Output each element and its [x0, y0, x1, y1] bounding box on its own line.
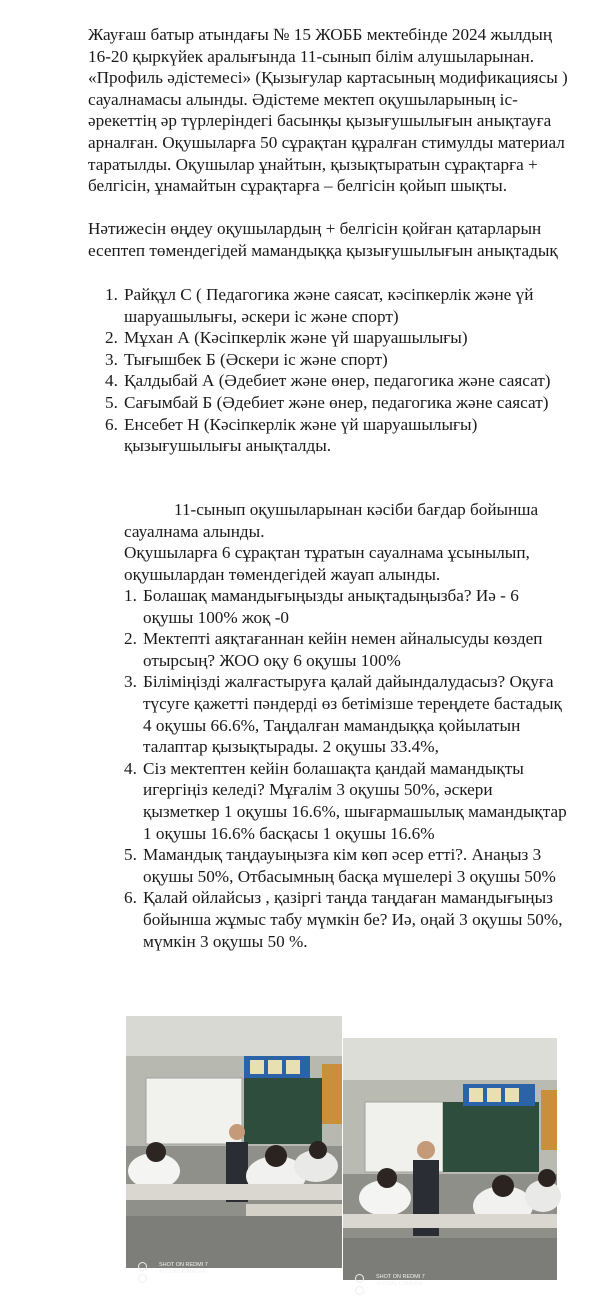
classroom-photo-drawing	[343, 1038, 557, 1280]
list-item: 4. Сіз мектептен кейін болашақта қандай мамандықты игергіңіз келеді? Мұғалім 3 оқушы 50%, әскери қызметкер 1 оқушы 16.6%, шығармашылық мамандықтар 1 оқушы 16.6% басқасы 1 оқушы 16.6%	[124, 758, 567, 843]
camera-lens-icon	[355, 1274, 374, 1284]
list-item: 3. Біліміңізді жалғастыруға қалай дайындалудасыз? Оқуға түсуге қажетті пәндерді өз бетімізше тереңдете бастадық 4 оқушы 66.6%, Таңдалған мамандыққа қойылатын талаптар қызықтырады. 2 оқушы 33.4%,	[124, 672, 562, 757]
list-item: 1. Болашақ мамандығыңызды анықтадыңызба? Иә - 6 оқушы 100% жоқ -0	[124, 586, 519, 627]
list-item: 4. Қалдыбай А (Әдебиет және өнер, педагогика және саясат)	[105, 371, 551, 391]
classroom-photo-drawing	[126, 1016, 342, 1268]
camera-lens-icon	[138, 1262, 157, 1272]
result-intro-paragraph: Нәтижесін өңдеу оқушылардың + белгісін қойған қатарларын есептеп төмендегідей мамандыққа қызығушылығын анықтадық	[88, 219, 558, 260]
classroom-photo: SHOT ON REDMI 7 AI DUAL CAMERA	[126, 1016, 342, 1268]
classroom-photo: SHOT ON REDMI 7 AI DUAL CAMERA	[343, 1038, 557, 1280]
survey-description-paragraph: Оқушыларға 6 сұрақтан тұратын сауалнама ұсынылып, оқушылардан төмендегідей жауап алынды.	[124, 543, 530, 584]
list-item: 2. Мұхан А (Кәсіпкерлік және үй шаруашылығы)	[105, 328, 468, 348]
survey-questions-list	[124, 585, 569, 952]
intro-paragraph: Жауғаш батыр атындағы № 15 ЖОББ мектебінде 2024 жылдың 16-20 қыркүйек аралығында 11-сынып білім алушыларынан. «Профиль әдістемесі» (Қызығулар картасының модификациясы ) сауалнамасы алынды. Әдістеме мектеп оқушыларының іс-әрекеттің әр түрлеріндегі басынқы қызығушылығын анықтауға арналған. Оқушыларға 50 сұрақтан құралған стимулды материал таратылды. Оқушылар ұнайтын, қызықтыратын сұрақтарға + белгісін, ұнамайтын сұрақтарға – белгісін қойып шықты.	[88, 25, 568, 196]
list-item: 6. Енсебет Н (Кәсіпкерлік және үй шаруашылығы) қызығушылығы анықталды.	[105, 414, 478, 456]
list-item: 5. Мамандық таңдауыңызға кім көп әсер етті?. Анаңыз 3 оқушы 50%, Отбасымның басқа мүшелері 3 оқушы 50%	[124, 845, 556, 886]
list-item: 3. Тығышбек Б (Әскери іс және спорт)	[105, 349, 388, 369]
survey-intro-paragraph: 11-сынып оқушыларынан кәсіби бағдар бойынша сауалнама алынды.	[124, 500, 539, 541]
list-item: 2. Мектепті аяқтағаннан кейін немен айналысуды көздеп отырсың? ЖОО оқу 6 оқушы 100%	[124, 629, 543, 670]
list-item: 5. Сағымбай Б (Әдебиет және өнер, педагогика және саясат)	[105, 392, 549, 412]
list-item: 1. Райқұл С ( Педагогика және саясат, кәсіпкерлік және үй шаруашылығы, әскери іс және спорт)	[105, 285, 534, 326]
list-item: 6. Қалай ойлайсыз , қазіргі таңда таңдаған мамандығыңыз бойынша жұмыс табу мүмкін бе? Иә, оңай 3 оқушы 50%, мүмкін 3 оқушы 50 %.	[124, 888, 563, 951]
student-results-list	[105, 284, 577, 457]
